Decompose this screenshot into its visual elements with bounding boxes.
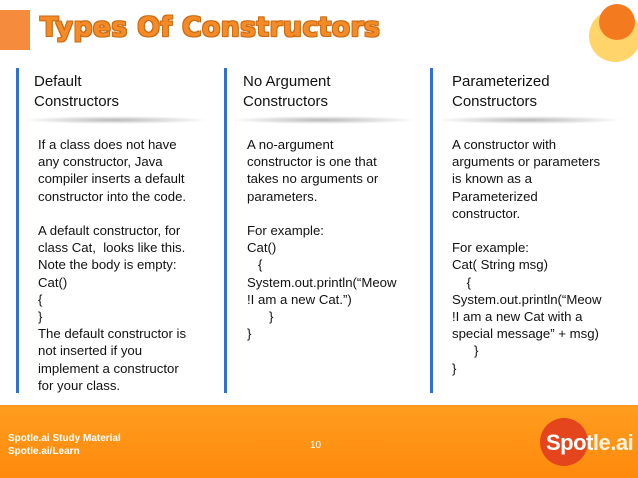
spotle-logo <box>540 416 632 466</box>
column-header-no-argument: No Argument Constructors <box>243 73 331 110</box>
title-accent-bar <box>0 10 30 50</box>
footer-learn-link[interactable]: Spotle.ai/Learn <box>8 446 80 457</box>
column-header-parameterized: Parameterized Constructors <box>452 73 550 110</box>
column-rule-2 <box>224 68 227 393</box>
page-number: 10 <box>310 440 322 451</box>
column-header-shadow-1 <box>20 116 210 124</box>
column-header-shadow-3 <box>434 116 624 124</box>
column-header-shadow-2 <box>228 116 418 124</box>
column-rule-1 <box>16 68 19 393</box>
column-body-parameterized: A constructor with arguments or parameters is known as a Parameterized constructor. For example: Cat( String msg) { System.out.println(“Meow !I am a new Cat with a special message” + msg) } } <box>452 137 602 376</box>
decorative-circles-logo <box>583 2 638 62</box>
column-header-default: Default Constructors <box>34 73 120 110</box>
column-body-no-argument: A no-argument constructor is one that takes no arguments or parameters. For example: Cat() { System.out.println(“Meow !I am a new Cat.”) } } <box>247 137 397 342</box>
footer-study-material: Spotle.ai Study Material <box>8 433 121 444</box>
slide-title: Types Of Constructors <box>40 12 381 43</box>
brand-text <box>546 430 633 456</box>
brand-suffix-text: le.ai <box>592 430 634 455</box>
brand-main-text: Spot <box>546 430 593 455</box>
column-rule-3 <box>430 68 433 393</box>
column-body-default: If a class does not have any constructor, Java compiler inserts a default constructor into the code. A default constructor, for class Cat, looks like this. Note the body is empty: Cat() { } The default constructor is not inserted if you implement a constructor for your class. <box>38 137 187 393</box>
